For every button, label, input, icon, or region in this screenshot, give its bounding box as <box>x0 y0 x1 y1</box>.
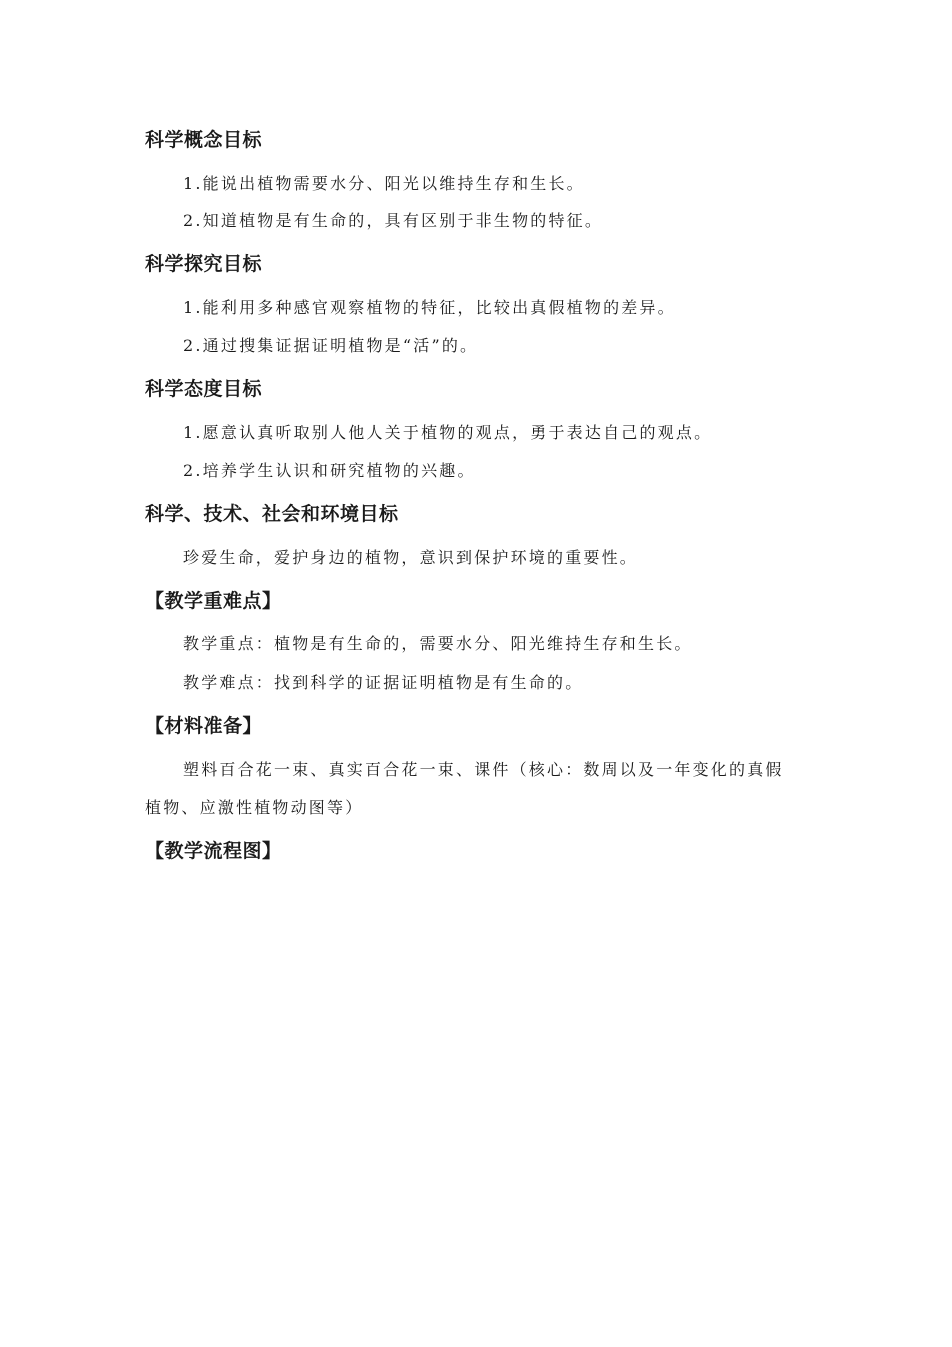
attitude-goal-heading: 科学态度目标 <box>145 378 263 400</box>
attitude-goal-item-1: 1.愿意认真听取别人他人关于植物的观点，勇于表达自己的观点。 <box>183 423 713 442</box>
materials-text-line-1: 塑料百合花一束、真实百合花一束、课件（核心：数周以及一年变化的真假 <box>183 760 784 779</box>
inquiry-goal-item-2: 2.通过搜集证据证明植物是“活”的。 <box>183 336 479 355</box>
key-point-difficulty: 教学难点：找到科学的证据证明植物是有生命的。 <box>183 673 584 692</box>
inquiry-goal-item-1: 1.能利用多种感官观察植物的特征，比较出真假植物的差异。 <box>183 298 676 317</box>
inquiry-goal-heading: 科学探究目标 <box>145 253 263 275</box>
concept-goal-heading: 科学概念目标 <box>145 129 263 151</box>
stse-goal-heading: 科学、技术、社会和环境目标 <box>145 503 399 525</box>
stse-goal-text: 珍爱生命，爱护身边的植物，意识到保护环境的重要性。 <box>183 548 639 567</box>
attitude-goal-item-2: 2.培养学生认识和研究植物的兴趣。 <box>183 461 476 480</box>
materials-heading: 【材料准备】 <box>145 715 263 737</box>
concept-goal-item-1: 1.能说出植物需要水分、阳光以维持生存和生长。 <box>183 174 585 193</box>
concept-goal-item-2: 2.知道植物是有生命的，具有区别于非生物的特征。 <box>183 211 604 230</box>
materials-text-line-2: 植物、应激性植物动图等） <box>145 798 364 817</box>
key-points-heading: 【教学重难点】 <box>145 590 282 612</box>
key-point-focus: 教学重点：植物是有生命的，需要水分、阳光维持生存和生长。 <box>183 634 693 653</box>
flowchart-heading: 【教学流程图】 <box>145 840 282 862</box>
